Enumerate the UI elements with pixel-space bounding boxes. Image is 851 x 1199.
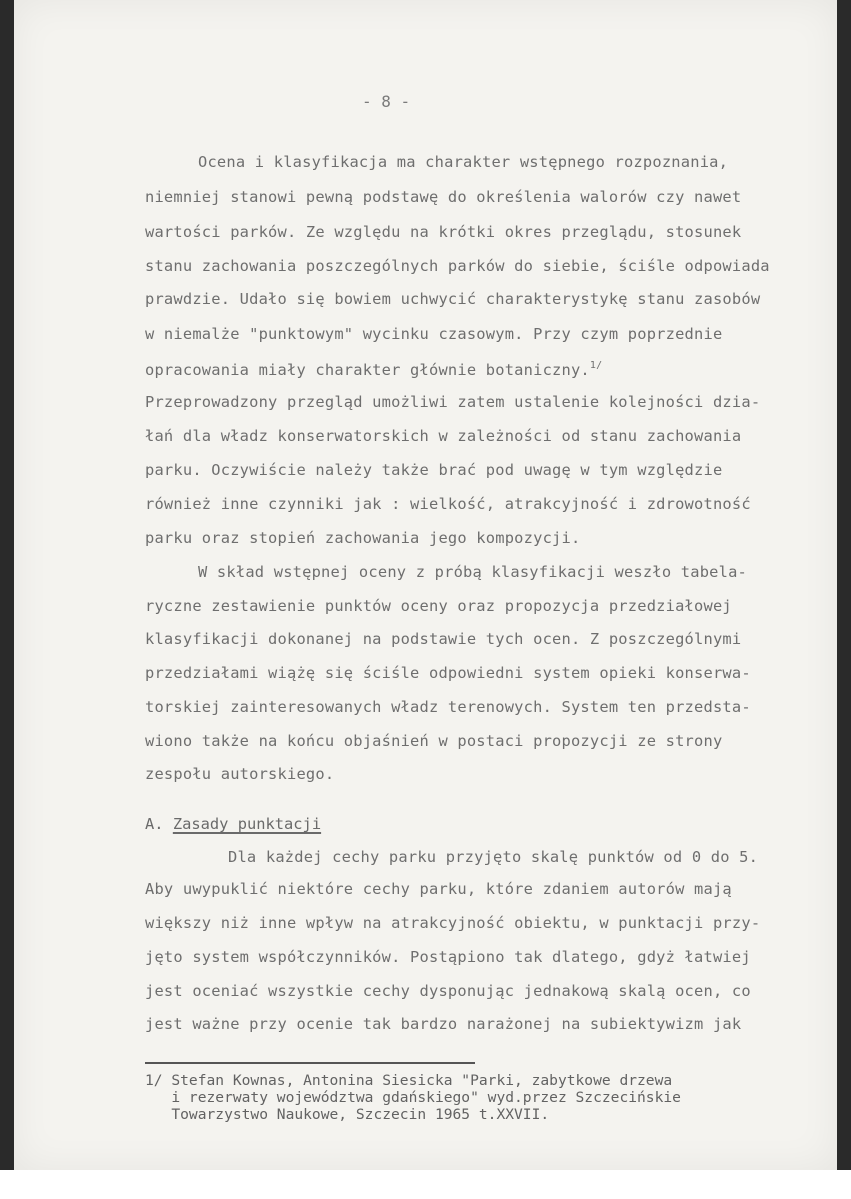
- paragraph-1-line: wartości parków. Ze względu na krótki okres przeglądu, stosunek: [145, 223, 742, 241]
- paragraph-3-line: ryczne zestawienie punktów oceny oraz propozycja przedziałowej: [145, 597, 732, 615]
- paragraph-4-line: jest ważne przy ocenie tak bardzo narażonej na subiektywizm jak: [145, 1015, 742, 1033]
- paragraph-1-last-text: opracowania miały charakter głównie botaniczny.: [145, 361, 590, 379]
- paragraph-2-line: łań dla władz konserwatorskich w zależności od stanu zachowania: [145, 427, 742, 445]
- paragraph-4-line: jęto system współczynników. Postąpiono tak dlatego, gdyż łatwiej: [145, 948, 751, 966]
- paragraph-1-line: prawdzie. Udało się bowiem uchwycić charakterystykę stanu zasobów: [145, 290, 761, 308]
- paragraph-2-line: parku. Oczywiście należy także brać pod uwagę w tym względzie: [145, 461, 723, 479]
- page-number: - 8 -: [362, 92, 411, 111]
- paragraph-1-line: [145, 361, 602, 378]
- paragraph-4-line: jest oceniać wszystkie cechy dysponując jednakową skalą ocen, co: [145, 982, 751, 1000]
- paragraph-3-line: wiono także na końcu objaśnień w postaci propozycji ze strony: [145, 732, 723, 750]
- paragraph-1-line: Ocena i klasyfikacja ma charakter wstępnego rozpoznania,: [198, 153, 729, 171]
- paragraph-3-line: klasyfikacji dokonanej na podstawie tych ocen. Z poszczególnymi: [145, 630, 742, 648]
- footnote-marker: 1/: [589, 360, 603, 371]
- paragraph-2-line: parku oraz stopień zachowania jego kompozycji.: [145, 529, 581, 547]
- paragraph-4-line: Dla każdej cechy parku przyjęto skalę punktów od 0 do 5.: [228, 848, 759, 866]
- footnote-line: Towarzystwo Naukowe, Szczecin 1965 t.XXVII.: [145, 1106, 550, 1123]
- paragraph-1-line: stanu zachowania poszczególnych parków do siebie, ściśle odpowiada: [145, 257, 770, 275]
- paragraph-3-line: zespołu autorskiego.: [145, 765, 335, 783]
- paragraph-3-line: torskiej zainteresowanych władz terenowych. System ten przedsta-: [145, 698, 751, 716]
- paragraph-3-line: przedziałami wiążę się ściśle odpowiedni system opieki konserwa-: [145, 664, 751, 682]
- paragraph-4-line: Aby uwypuklić niektóre cechy parku, które zdaniem autorów mają: [145, 880, 732, 898]
- footnote-divider: [145, 1062, 475, 1064]
- section-heading: [145, 815, 321, 833]
- section-title: Zasady punktacji: [172, 815, 322, 833]
- paragraph-3-line: W skład wstępnej oceny z próbą klasyfikacji weszło tabela-: [198, 563, 748, 581]
- footnote-line: 1/ Stefan Kownas, Antonina Siesicka "Parki, zabytkowe drzewa: [145, 1072, 673, 1089]
- paragraph-2-line: Przeprowadzony przegląd umożliwi zatem ustalenie kolejności dzia-: [145, 393, 761, 411]
- paragraph-1-line: niemniej stanowi pewną podstawę do określenia walorów czy nawet: [145, 188, 742, 206]
- scan-margin: [0, 1170, 851, 1199]
- footnote-line: i rezerwaty województwa gdańskiego" wyd.przez Szczecińskie: [145, 1089, 681, 1106]
- paragraph-1-line: w niemalże "punktowym" wycinku czasowym. Przy czym poprzednie: [145, 325, 723, 343]
- paragraph-4-line: większy niż inne wpływ na atrakcyjność obiektu, w punktacji przy-: [145, 914, 761, 932]
- paragraph-2-line: również inne czynniki jak : wielkość, atrakcyjność i zdrowotność: [145, 495, 751, 513]
- section-letter: A.: [145, 815, 164, 833]
